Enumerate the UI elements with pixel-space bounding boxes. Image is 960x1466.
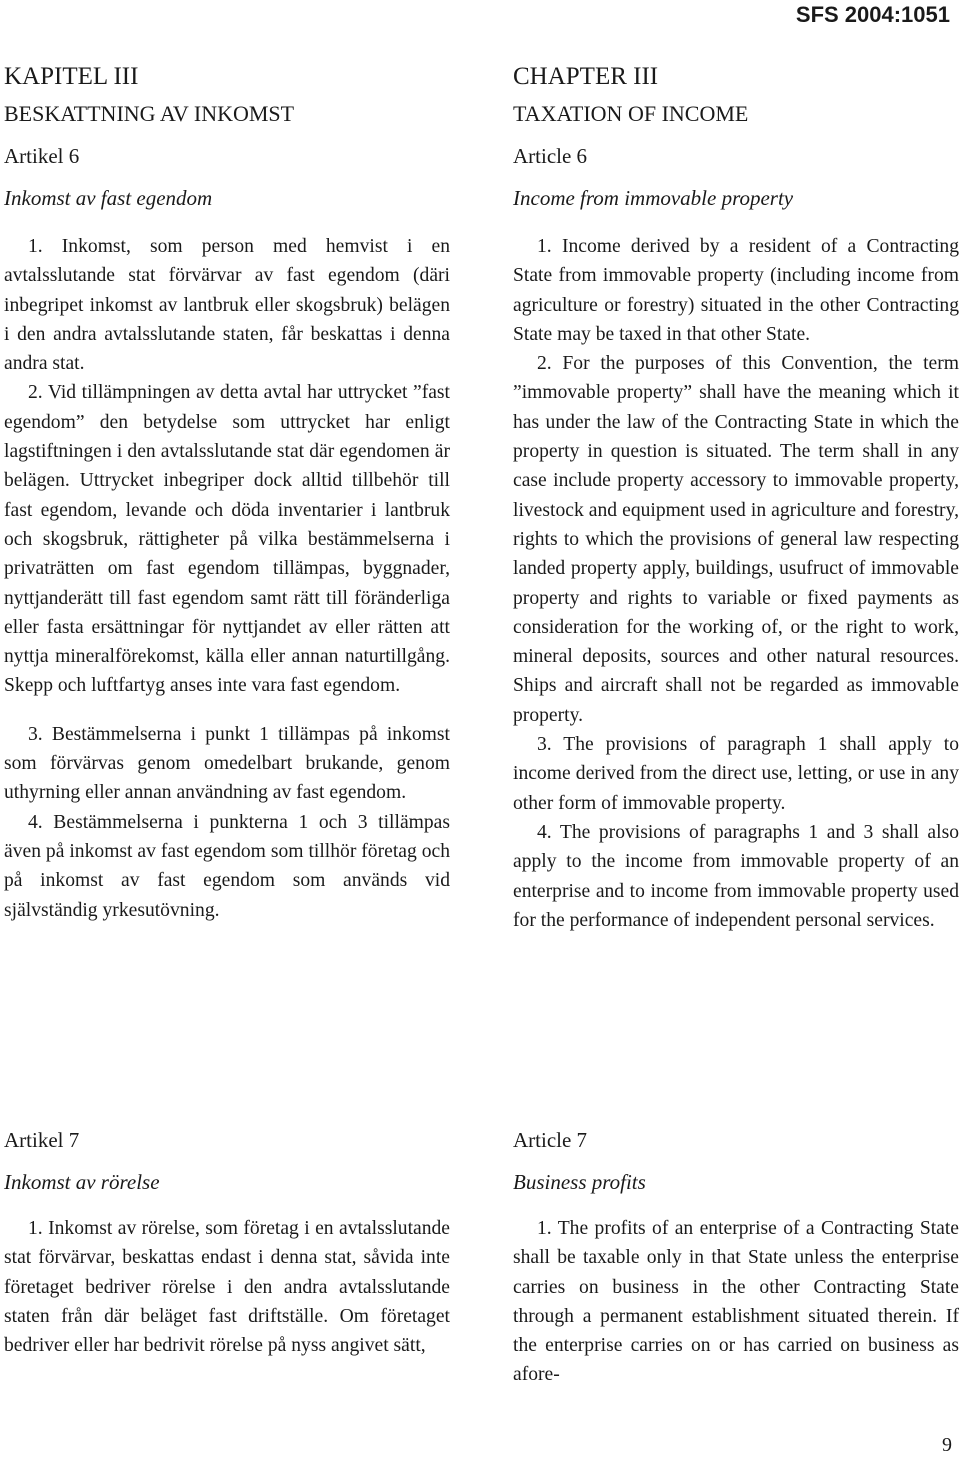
article-6-paragraph-2: 2. For the purposes of this Convention, the term ”immovable property” shall have the meaning which it has under the law of the Contracting State in which the property in question is situated. The term shall in any case include property accessory to immovable property, livestock and equipment used in agriculture and forestry, rights to which the provisions of general law respecting landed property apply, buildings, usufruct of immovable property and rights to variable or fixed payments as consideration for the working of, or the right to work, mineral deposits, sources and other natural resources. Ships and aircraft shall not be regarded as immovable property.	[513, 353, 959, 726]
article-6-title: Artikel 6	[4, 144, 80, 168]
article-6-paragraph-3: 3. The provisions of paragraph 1 shall apply to income derived from the direct use, letting, or use in any other form of immovable property.	[513, 734, 959, 814]
chapter-title: BESKATTNING AV INKOMST	[4, 101, 295, 126]
article-6-subtitle: Inkomst av fast egendom	[4, 186, 213, 210]
article-6-title: Article 6	[513, 144, 588, 168]
article-7-subtitle: Business profits	[513, 1170, 646, 1194]
document-reference: SFS 2004:1051	[795, 2, 950, 27]
article-6-subtitle: Income from immovable property	[513, 186, 794, 210]
english-article-7	[513, 1124, 959, 1390]
article-6-paragraph-4: 4. The provisions of paragraphs 1 and 3 shall also apply to the income from immovable property of an enterprise and to income from immovable property used for the performance of independent personal services.	[513, 821, 959, 931]
article-7-title: Article 7	[513, 1128, 588, 1152]
swedish-column	[4, 59, 450, 925]
chapter-heading: KAPITEL III	[4, 63, 139, 90]
page-number: 9	[942, 1434, 952, 1456]
chapter-heading: CHAPTER III	[513, 63, 659, 90]
article-6-paragraph-2: 2. Vid tillämpningen av detta avtal har uttrycket ”fast egendom” den betydelse som uttrycket har enligt lagstiftningen i den avtalsslutande stat där egendomen är belägen. Uttrycket inbegriper dock alltid tillbehör till fast egendom, levande och döda inventarier i lantbruk och skogsbruk, rättigheter på vilka bestämmelserna i privaträtten om fast egendom tillämpas, byggnader, nyttjanderätt till fast egendom samt rätt till föränderliga eller fasta ersättningar för nyttjandet av eller rätten att nyttja mineralförekomst, källa eller annan naturtillgång. Skepp och luftfartyg anses inte vara fast egendom.	[4, 382, 450, 697]
article-6-paragraph-4: 4. Bestämmelserna i punkterna 1 och 3 tillämpas även på inkomst av fast egendom som tillhör företag och på inkomst av fast egendom som används vid självständig yrkesutövning.	[4, 811, 450, 921]
english-column	[513, 59, 959, 935]
article-7-paragraph-1: 1. Inkomst av rörelse, som företag i en avtalsslutande stat förvärvar, beskattas endast i denna stat, såvida inte företaget bedriver rörelse i den andra avtalsslutande staten från där beläget fast driftställe. Om företaget bedriver eller har bedrivit rörelse på nyss angivet sätt,	[4, 1218, 450, 1357]
article-7-paragraph-1: 1. The profits of an enterprise of a Contracting State shall be taxable only in that State unless the enterprise carries on business in the other Contracting State through a permanent establishment situated therein. If the enterprise carries on or has carried on business as afore-	[513, 1218, 959, 1386]
swedish-article-7	[4, 1124, 450, 1360]
chapter-title: TAXATION OF INCOME	[513, 101, 749, 126]
article-7-title: Artikel 7	[4, 1128, 80, 1152]
article-7-subtitle: Inkomst av rörelse	[4, 1170, 160, 1194]
article-6-paragraph-1: 1. Income derived by a resident of a Contracting State from immovable property (including income from agriculture or forestry) situated in the other Contracting State may be taxed in that other State.	[513, 236, 959, 345]
article-6-paragraph-1: 1. Inkomst, som person med hemvist i en avtalsslutande stat förvärvar av fast egendom (däri inbegripet inkomst av lantbruk eller skogsbruk) belägen i den andra avtalsslutande staten, får beskattas i denna andra stat.	[4, 236, 450, 375]
article-6-paragraph-3: 3. Bestämmelserna i punkt 1 tillämpas på inkomst som förvärvas genom omedelbart brukande, genom uthyrning eller annan användning av fast egendom.	[4, 723, 450, 804]
